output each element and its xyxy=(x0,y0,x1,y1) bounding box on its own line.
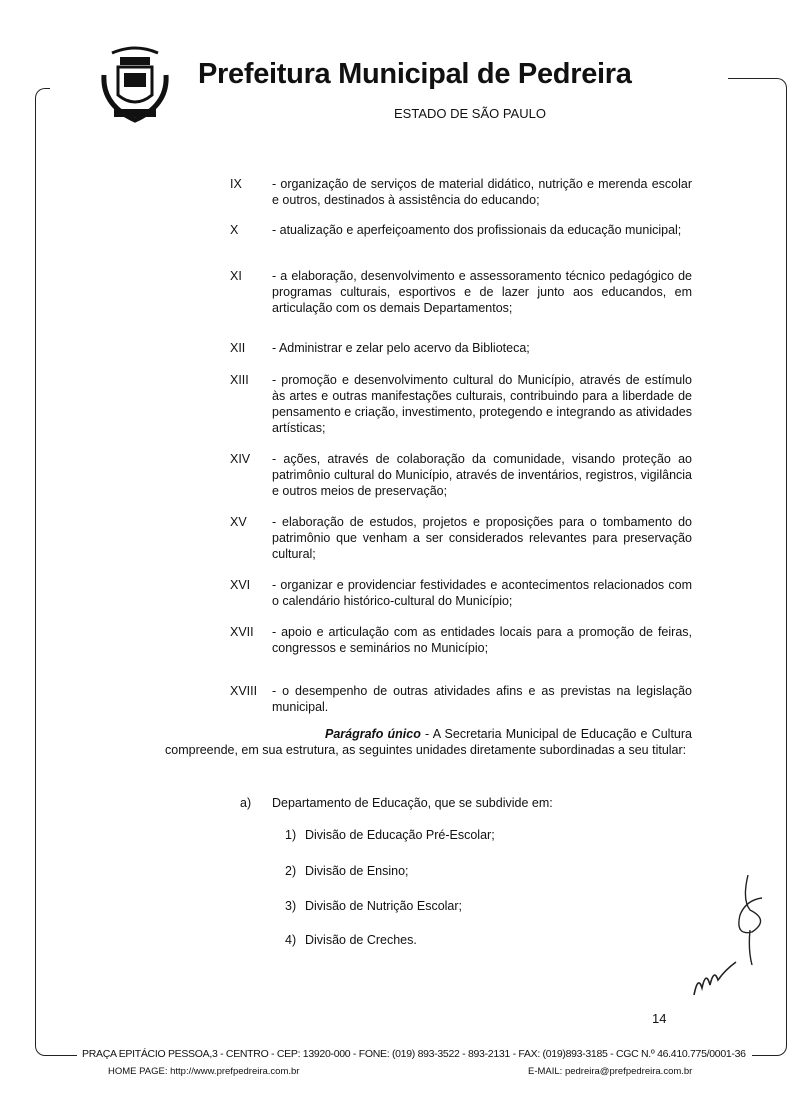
item-text: - organização de serviços de material didático, nutrição e merenda escolar e outros, destinados à assistência do educando; xyxy=(272,177,692,207)
division-number: 2) xyxy=(285,864,297,878)
footer-address: PRAÇA EPITÁCIO PESSOA,3 - CENTRO - CEP: 13920-000 - FONE: (019) 893-3522 - 893-2131 - FAX: (019)893-3185 - CGC N.º 46.410.775/0001-36 xyxy=(82,1048,746,1060)
item-number: XIII xyxy=(230,373,249,387)
list-item xyxy=(230,577,692,609)
handwritten-signature xyxy=(680,870,780,1000)
item-number: XI xyxy=(230,269,242,283)
footer-email[interactable]: E-MAIL: pedreira@prefpedreira.com.br xyxy=(528,1066,693,1077)
page-number: 14 xyxy=(652,1011,667,1026)
list-item xyxy=(230,514,692,562)
coat-of-arms-logo xyxy=(100,45,170,127)
list-item xyxy=(230,268,692,316)
footer-rule-right xyxy=(752,1055,774,1056)
item-text: - ações, através de colaboração da comunidade, visando proteção ao patrimônio cultural do Município, através de inventários, registros, vigilância e outros meios de preservação; xyxy=(272,452,692,498)
footer-home-page[interactable]: HOME PAGE: http://www.prefpedreira.com.br xyxy=(108,1066,300,1077)
division-number: 1) xyxy=(285,828,297,842)
division-text: Divisão de Ensino; xyxy=(305,864,409,878)
item-number: XVIII xyxy=(230,684,258,698)
item-text: - Administrar e zelar pelo acervo da Biblioteca; xyxy=(272,341,530,355)
subsection-label: a) xyxy=(240,796,252,810)
item-number: XV xyxy=(230,515,247,529)
item-text: - a elaboração, desenvolvimento e assessoramento técnico pedagógico de programas culturais, esportivos e de lazer junto aos educandos, em articulação com os demais Departamentos; xyxy=(272,269,692,315)
list-item xyxy=(230,222,692,238)
division-number: 3) xyxy=(285,899,297,913)
item-text: - promoção e desenvolvimento cultural do Município, através de estímulo às artes e outras manifestações culturais, contribuindo para a liberdade de pensamento e criação, investimento, protegendo e integrando as atividades artísticas; xyxy=(272,373,692,435)
list-item xyxy=(230,372,692,436)
footer-rule-left xyxy=(49,1055,77,1056)
list-item xyxy=(230,340,692,356)
item-text: - o desempenho de outras atividades afins e as previstas na legislação municipal. xyxy=(272,684,692,714)
paragraph-lead: Parágrafo único xyxy=(325,727,421,741)
item-number: IX xyxy=(230,177,242,191)
division-text: Divisão de Nutrição Escolar; xyxy=(305,899,463,913)
division-number: 4) xyxy=(285,933,297,947)
item-number: X xyxy=(230,223,239,237)
division-text: Divisão de Creches. xyxy=(305,933,417,947)
item-number: XIV xyxy=(230,452,251,466)
list-item xyxy=(230,176,692,208)
page-title: Prefeitura Municipal de Pedreira xyxy=(198,58,632,90)
list-item xyxy=(230,683,692,715)
paragraph-text: - A Secretaria Municipal de Educação e Cultura compreende, em sua estrutura, as seguintes unidades diretamente subordinadas a seu titular: xyxy=(165,727,692,757)
list-item xyxy=(230,451,692,499)
list-item xyxy=(230,624,692,656)
item-text: - elaboração de estudos, projetos e proposições para o tombamento do patrimônio que venham a ser considerados relevantes para preservação cultural; xyxy=(272,515,692,561)
item-text: - atualização e aperfeiçoamento dos profissionais da educação municipal; xyxy=(272,223,682,237)
item-number: XII xyxy=(230,341,246,355)
sole-paragraph xyxy=(165,726,692,758)
item-text: - organizar e providenciar festividades e acontecimentos relacionados com o calendário histórico-cultural do Município; xyxy=(272,578,692,608)
division-text: Divisão de Educação Pré-Escolar; xyxy=(305,828,495,842)
item-number: XVII xyxy=(230,625,254,639)
state-subtitle: ESTADO DE SÃO PAULO xyxy=(394,106,546,121)
header-rule xyxy=(728,78,774,79)
subsection-text: Departamento de Educação, que se subdivide em: xyxy=(272,796,553,810)
page-border-left xyxy=(35,88,50,1056)
item-text: - apoio e articulação com as entidades locais para a promoção de feiras, congressos e seminários no Município; xyxy=(272,625,692,655)
item-number: XVI xyxy=(230,578,251,592)
